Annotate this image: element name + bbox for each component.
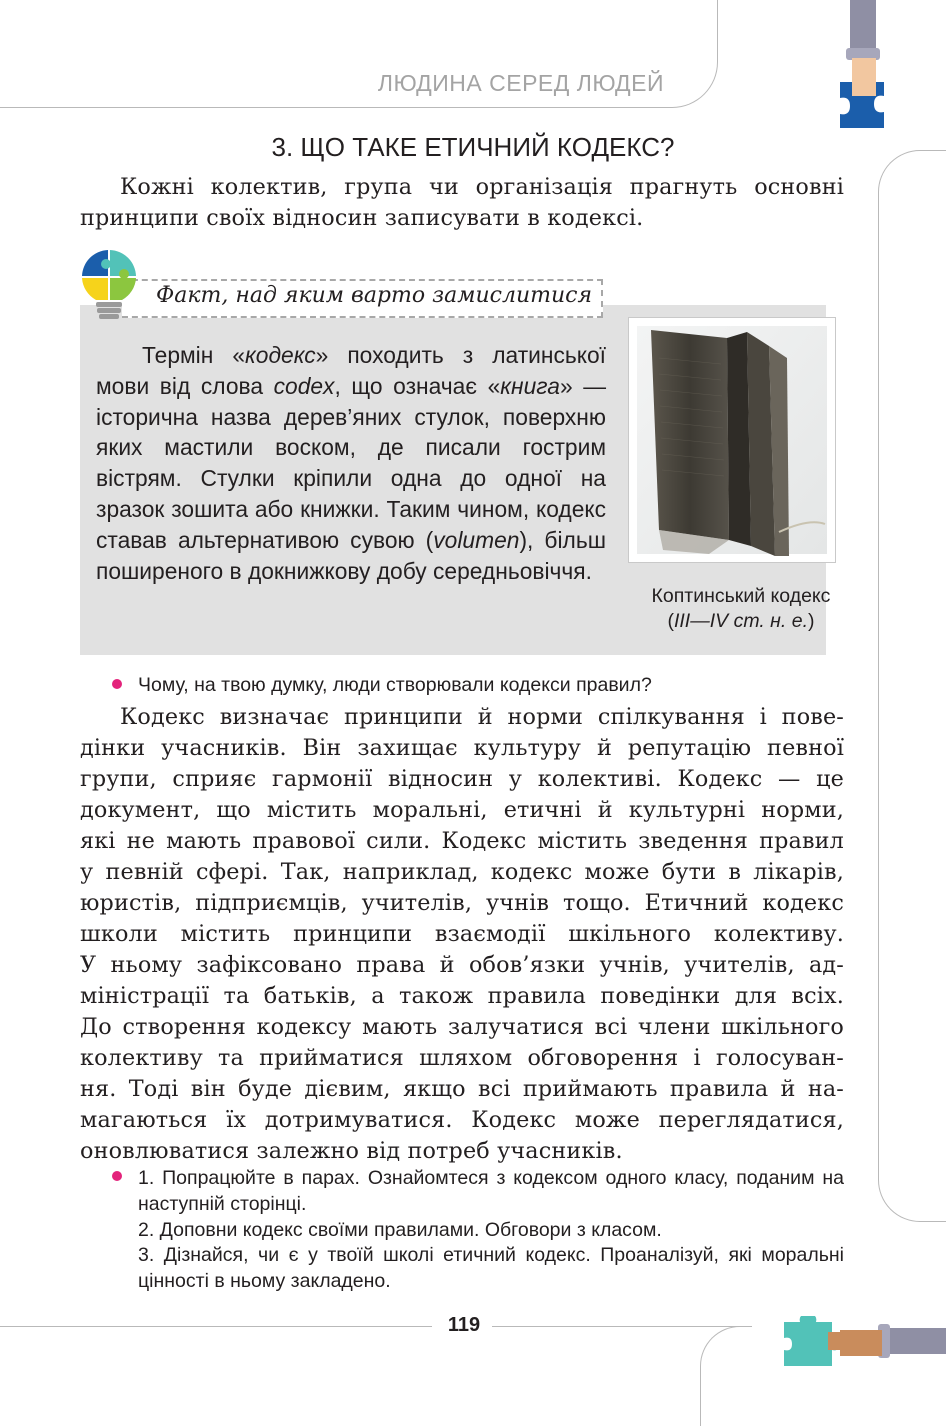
fact-text-part: » походить з латинської мови від слова bbox=[96, 342, 606, 399]
fact-text-part: , що означає « bbox=[334, 372, 501, 399]
codex-photo-illustration bbox=[629, 318, 835, 562]
bullet-icon bbox=[112, 679, 122, 689]
question-text: Чому, на твою думку, люди створювали кодекси правил? bbox=[138, 674, 652, 696]
main-line-2: дінки учасників. Він захищає культуру й репутацію певної bbox=[80, 735, 844, 761]
fact-term-codex: codex bbox=[273, 372, 335, 399]
main-line-15: оновлюватися залежно від потреб учасників. bbox=[80, 1138, 623, 1164]
page-frame-bottom bbox=[700, 1326, 750, 1426]
fact-term-volumen: volumen bbox=[433, 526, 520, 553]
footer-rule-right bbox=[492, 1326, 752, 1327]
fact-text bbox=[96, 340, 606, 586]
page-number: 119 bbox=[447, 1314, 481, 1336]
caption-date: III—IV ст. н. е. bbox=[673, 610, 809, 632]
main-line-9: У ньому зафіксовано права й обов’язки учнів, учителів, ад- bbox=[80, 952, 844, 978]
main-line-8: школи містить принципи взаємодії шкільного колективу. bbox=[80, 921, 844, 947]
main-line-14: магаються їх дотримуватися. Кодекс може переглядатися, bbox=[80, 1107, 844, 1133]
lightbulb-puzzle-icon bbox=[80, 248, 140, 326]
main-line-5: які не мають правової сили. Кодекс містить зведення правил bbox=[80, 828, 844, 854]
caption-line-2 bbox=[628, 609, 854, 634]
intro-line-1: Кожні колектив, група чи організація прагнуть основні bbox=[120, 174, 844, 200]
caption-open: ( bbox=[667, 610, 674, 632]
fact-text-part: » — історична назва дерев’яних стулок, поверхню яких мастили воском, де писали гострим вістрям. Стулки кріпили одна до одної на зразок зошита або книжки. Таким чином, кодекс ставав альтернативою сувою ( bbox=[96, 372, 607, 553]
main-line-12: колективу та прийматися шляхом обговорення і голосуван- bbox=[80, 1045, 844, 1071]
bullet-icon bbox=[112, 1171, 122, 1181]
running-title: ЛЮДИНА СЕРЕД ЛЮДЕЙ bbox=[377, 70, 664, 96]
task-1: 1. Попрацюйте в парах. Ознайомтеся з кодексом одного класу, поданим на наступній сторінці. bbox=[138, 1167, 844, 1215]
main-line-3: групи, сприяє гармонії відносин у колективі. Кодекс — це bbox=[80, 766, 844, 792]
hand-puzzle-bottom-icon bbox=[782, 1316, 946, 1372]
task-2: 2. Доповни кодекс своїми правилами. Обговори з класом. bbox=[138, 1219, 662, 1241]
fact-text-part: Термін « bbox=[142, 342, 246, 368]
footer-rule-left bbox=[0, 1326, 432, 1327]
page-frame-right bbox=[878, 150, 946, 1222]
task-3: 3. Дізнайся, чи є у твоїй школі етичний кодекс. Проаналізуй, які моральні цінності в ньому закладено. bbox=[138, 1244, 844, 1292]
main-line-10: міністрації та батьків, а також правила поведінки для всіх. bbox=[80, 983, 844, 1009]
fact-banner-title: Факт, над яким варто замислитися bbox=[156, 283, 593, 308]
main-line-4: документ, що містить моральні, етичні й культурні норми, bbox=[80, 797, 844, 823]
photo-caption bbox=[628, 584, 854, 634]
main-line-7: юристів, підприємців, учителів, учнів тощо. Етичний кодекс bbox=[80, 890, 844, 916]
fact-term-kodeks: кодекс bbox=[245, 342, 316, 368]
fact-text-part: ), більш поширеного в докнижкову добу середньовіччя. bbox=[96, 526, 606, 584]
fact-term-knyha: книга bbox=[500, 372, 560, 399]
main-line-13: ня. Тоді він буде дієвим, якщо всі приймають правила й на- bbox=[80, 1076, 844, 1102]
caption-line-1: Коптинський кодекс bbox=[651, 585, 831, 607]
main-line-6: у певній сфері. Так, наприклад, кодекс може бути в лікарів, bbox=[80, 859, 844, 885]
section-title: 3. ЩО ТАКЕ ЕТИЧНИЙ КОДЕКС? bbox=[271, 132, 675, 162]
hand-puzzle-top-icon bbox=[832, 0, 892, 146]
main-line-11: До створення кодексу мають залучатися всі члени шкільного bbox=[80, 1014, 844, 1040]
intro-line-2: принципи своїх відносин записувати в кодексі. bbox=[80, 205, 644, 231]
main-line-1: Кодекс визначає принципи й норми спілкування і пове- bbox=[120, 704, 844, 730]
codex-photo bbox=[628, 317, 836, 563]
caption-close: ) bbox=[808, 610, 815, 632]
